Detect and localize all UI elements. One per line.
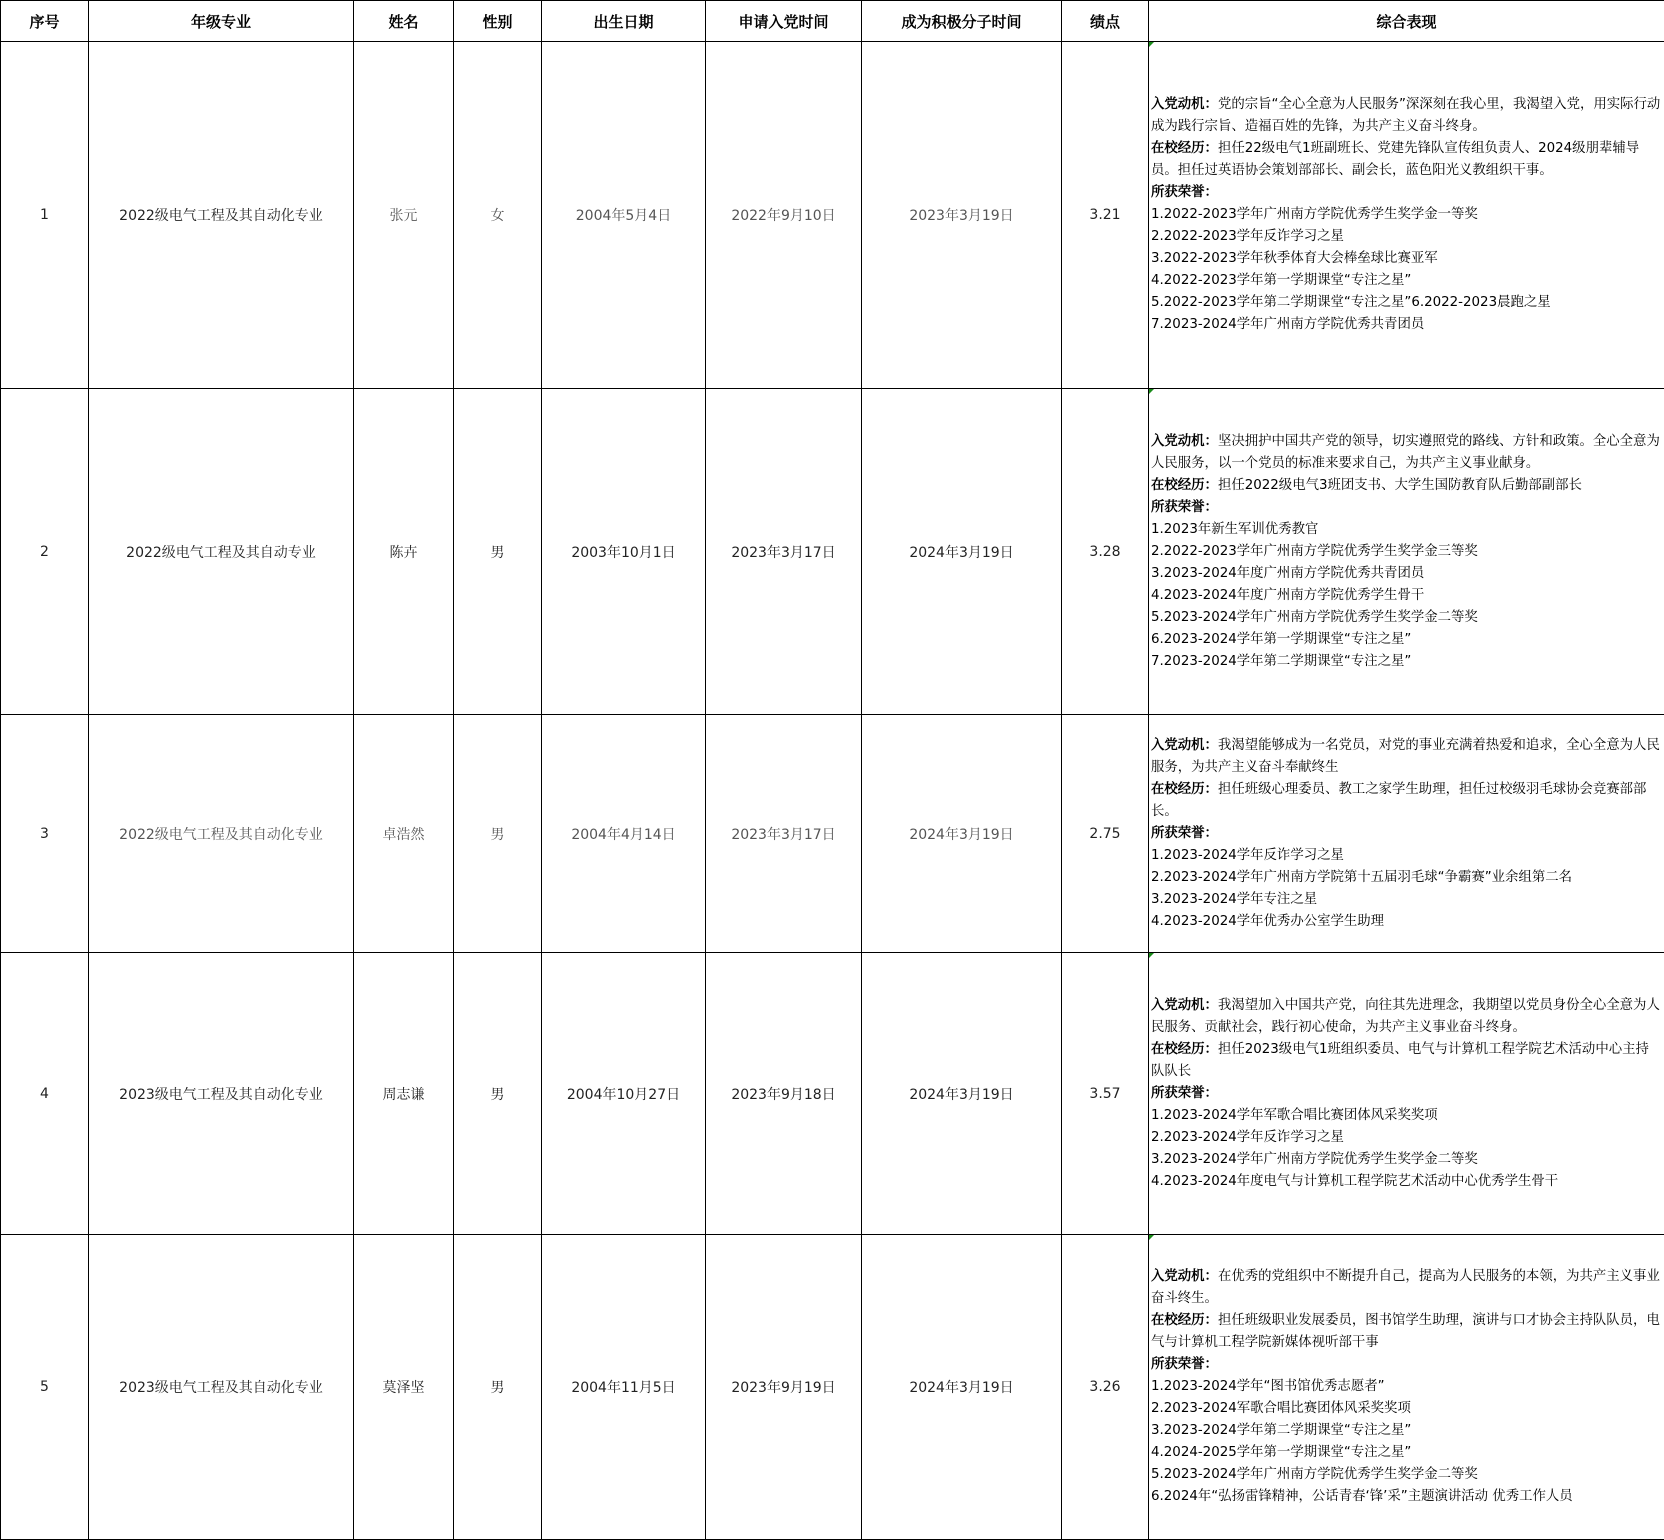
experience-line: [1151, 1310, 1662, 1354]
header-name: 姓名: [354, 1, 454, 42]
honor-item: 2.2023-2024学年反诈学习之星: [1151, 1129, 1344, 1145]
motive-text: 坚决拥护中国共产党的领导，切实遵照党的路线、方针和政策。全心全意为人民服务，以一个党员的标准来要求自己，为共产主义事业献身。: [1151, 433, 1660, 471]
cell-no: 2: [1, 389, 89, 715]
cell-apply: 2023年9月19日: [706, 1235, 862, 1540]
experience-line: [1151, 138, 1662, 182]
header-major: 年级专业: [89, 1, 354, 42]
cell-major: 2023级电气工程及其自动化专业: [89, 953, 354, 1235]
honor-item: 1.2022-2023学年广州南方学院优秀学生奖学金一等奖: [1151, 207, 1478, 222]
table-row: [1, 42, 1664, 389]
motive-line: [1151, 735, 1662, 779]
cell-activist: 2023年3月19日: [862, 42, 1062, 389]
motive-text: 我渴望加入中国共产党，向往其先进理念，我期望以党员身份全心全意为人民服务、贡献社会，践行初心使命，为共产主义事业奋斗终身。: [1151, 997, 1660, 1035]
table-row: [1, 389, 1664, 715]
header-gpa: 绩点: [1062, 1, 1149, 42]
cell-major: 2022级电气工程及其自动化专业: [89, 715, 354, 953]
motive-label: 入党动机：: [1151, 997, 1218, 1013]
cell-major: 2022级电气工程及其自动化专业: [89, 42, 354, 389]
honor-item: 2.2022-2023学年广州南方学院优秀学生奖学金三等奖: [1151, 543, 1478, 559]
honor-item: 1.2023年新生军训优秀教官: [1151, 521, 1319, 537]
cell-gpa: 3.26: [1062, 1235, 1149, 1540]
honor-item: 4.2023-2024年度广州南方学院优秀学生骨干: [1151, 587, 1425, 603]
honors-label: 所获荣誉：: [1151, 825, 1218, 841]
motive-label: 入党动机：: [1151, 737, 1218, 753]
honor-item: 4.2022-2023学年第一学期课堂“专注之星”: [1151, 273, 1412, 288]
honor-item: 5.2023-2024学年广州南方学院优秀学生奖学金二等奖: [1151, 609, 1478, 625]
cell-performance: [1149, 715, 1664, 953]
cell-activist: 2024年3月19日: [862, 953, 1062, 1235]
cell-no: 1: [1, 42, 89, 389]
honors-label: 所获荣誉：: [1151, 499, 1218, 515]
cell-apply: 2022年9月10日: [706, 42, 862, 389]
experience-label: 在校经历：: [1151, 1041, 1218, 1057]
cell-gpa: 3.28: [1062, 389, 1149, 715]
cell-gender: 女: [454, 42, 542, 389]
honor-item: 3.2023-2024年度广州南方学院优秀共青团员: [1151, 565, 1425, 581]
cell-performance: [1149, 1235, 1664, 1540]
experience-label: 在校经历：: [1151, 477, 1218, 493]
honors-label: 所获荣誉：: [1151, 1357, 1218, 1372]
honor-item: 3.2023-2024学年专注之星: [1151, 891, 1318, 907]
experience-label: 在校经历：: [1151, 781, 1218, 797]
experience-text: 担任班级职业发展委员，图书馆学生助理，演讲与口才协会主持队队员，电气与计算机工程学院新媒体视听部干事: [1151, 1313, 1660, 1350]
cell-major: 2023级电气工程及其自动化专业: [89, 1235, 354, 1540]
cell-birth: 2004年10月27日: [542, 953, 706, 1235]
honor-item: 3.2023-2024学年第二学期课堂“专注之星”: [1151, 1423, 1412, 1438]
cell-birth: 2003年10月1日: [542, 389, 706, 715]
cell-activist: 2024年3月19日: [862, 715, 1062, 953]
cell-gpa: 3.57: [1062, 953, 1149, 1235]
cell-gpa: 3.21: [1062, 42, 1149, 389]
cell-no: 4: [1, 953, 89, 1235]
cell-performance: [1149, 42, 1664, 389]
header-apply: 申请入党时间: [706, 1, 862, 42]
honor-item: 2.2022-2023学年反诈学习之星: [1151, 229, 1344, 244]
honor-item: 5.2022-2023学年第二学期课堂“专注之星”6.2022-2023晨跑之星: [1151, 295, 1551, 310]
cell-birth: 2004年11月5日: [542, 1235, 706, 1540]
motive-text: 我渴望能够成为一名党员，对党的事业充满着热爱和追求，全心全意为人民服务，为共产主义奋斗奉献终生: [1151, 737, 1660, 775]
motive-line: [1151, 1266, 1662, 1310]
experience-label: 在校经历：: [1151, 141, 1218, 156]
cell-gender: 男: [454, 953, 542, 1235]
experience-text: 担任2022级电气3班团支书、大学生国防教育队后勤部副部长: [1217, 477, 1582, 493]
cell-birth: 2004年4月14日: [542, 715, 706, 953]
header-gender: 性别: [454, 1, 542, 42]
honor-item: 5.2023-2024学年广州南方学院优秀学生奖学金二等奖: [1151, 1467, 1478, 1482]
motive-text: 在优秀的党组织中不断提升自己，提高为人民服务的本领，为共产主义事业奋斗终生。: [1151, 1269, 1660, 1306]
table-row: [1, 953, 1664, 1235]
honors-label: 所获荣誉：: [1151, 185, 1218, 200]
honor-item: 6.2024年“弘扬雷锋精神，公话青春‘锋’采”主题演讲活动 优秀工作人员: [1151, 1489, 1573, 1504]
header-performance: 综合表现: [1149, 1, 1664, 42]
cell-gpa: 2.75: [1062, 715, 1149, 953]
honor-item: 7.2023-2024学年第二学期课堂“专注之星”: [1151, 653, 1412, 669]
cell-gender: 男: [454, 1235, 542, 1540]
experience-text: 担任班级心理委员、教工之家学生助理，担任过校级羽毛球协会竞赛部部长。: [1151, 781, 1647, 819]
cell-performance: [1149, 389, 1664, 715]
honor-item: 6.2023-2024学年第一学期课堂“专注之星”: [1151, 631, 1412, 647]
header-birth: 出生日期: [542, 1, 706, 42]
experience-line: [1151, 1039, 1662, 1083]
cell-performance: [1149, 953, 1664, 1235]
cell-name: 莫泽坚: [354, 1235, 454, 1540]
experience-line: [1151, 475, 1662, 497]
table-row: [1, 1235, 1664, 1540]
motive-label: 入党动机：: [1151, 433, 1218, 449]
honor-item: 1.2023-2024学年军歌合唱比赛团体风采奖奖项: [1151, 1107, 1438, 1123]
motive-line: [1151, 431, 1662, 475]
table-row: [1, 715, 1664, 953]
motive-line: [1151, 995, 1662, 1039]
cell-name: 周志谦: [354, 953, 454, 1235]
experience-line: [1151, 779, 1662, 823]
cell-activist: 2024年3月19日: [862, 389, 1062, 715]
cell-name: 卓浩然: [354, 715, 454, 953]
cell-major: 2022级电气工程及其自动专业: [89, 389, 354, 715]
experience-text: 担任2023级电气1班组织委员、电气与计算机工程学院艺术活动中心主持队队长: [1151, 1041, 1649, 1079]
cell-apply: 2023年9月18日: [706, 953, 862, 1235]
cell-name: 陈卉: [354, 389, 454, 715]
honor-item: 2.2023-2024军歌合唱比赛团体风采奖奖项: [1151, 1401, 1411, 1416]
honor-item: 3.2023-2024学年广州南方学院优秀学生奖学金二等奖: [1151, 1151, 1478, 1167]
cell-name: 张元: [354, 42, 454, 389]
motive-text: 党的宗旨“全心全意为人民服务”深深刻在我心里，我渴望入党，用实际行动成为践行宗旨、造福百姓的先锋，为共产主义奋斗终身。: [1151, 97, 1661, 134]
comment-marker: [1149, 953, 1154, 958]
honors-label: 所获荣誉：: [1151, 1085, 1218, 1101]
honor-item: 7.2023-2024学年广州南方学院优秀共青团员: [1151, 317, 1425, 332]
comment-marker: [1149, 389, 1154, 394]
cell-no: 3: [1, 715, 89, 953]
honor-item: 2.2023-2024学年广州南方学院第十五届羽毛球“争霸赛”业余组第二名: [1151, 869, 1573, 885]
comment-marker: [1149, 42, 1154, 47]
honor-item: 4.2024-2025学年第一学期课堂“专注之星”: [1151, 1445, 1412, 1460]
cell-gender: 男: [454, 389, 542, 715]
experience-text: 担任22级电气1班副班长、党建先锋队宣传组负责人、2024级朋辈辅导员。担任过英语协会策划部部长、副会长，蓝色阳光义教组织干事。: [1151, 141, 1640, 178]
honor-item: 4.2023-2024年度电气与计算机工程学院艺术活动中心优秀学生骨干: [1151, 1173, 1559, 1189]
motive-label: 入党动机：: [1151, 1269, 1218, 1284]
comment-marker: [1149, 1235, 1154, 1240]
cell-apply: 2023年3月17日: [706, 389, 862, 715]
header-no: 序号: [1, 1, 89, 42]
motive-line: [1151, 94, 1662, 138]
honor-item: 4.2023-2024学年优秀办公室学生助理: [1151, 913, 1385, 929]
cell-no: 5: [1, 1235, 89, 1540]
cell-apply: 2023年3月17日: [706, 715, 862, 953]
honor-item: 1.2023-2024学年反诈学习之星: [1151, 847, 1344, 863]
motive-label: 入党动机：: [1151, 97, 1218, 112]
experience-label: 在校经历：: [1151, 1313, 1218, 1328]
honor-item: 3.2022-2023学年秋季体育大会棒垒球比赛亚军: [1151, 251, 1438, 266]
cell-gender: 男: [454, 715, 542, 953]
cell-activist: 2024年3月19日: [862, 1235, 1062, 1540]
honor-item: 1.2023-2024学年“图书馆优秀志愿者”: [1151, 1379, 1385, 1394]
header-row: [1, 1, 1664, 42]
cell-birth: 2004年5月4日: [542, 42, 706, 389]
header-activist: 成为积极分子时间: [862, 1, 1062, 42]
